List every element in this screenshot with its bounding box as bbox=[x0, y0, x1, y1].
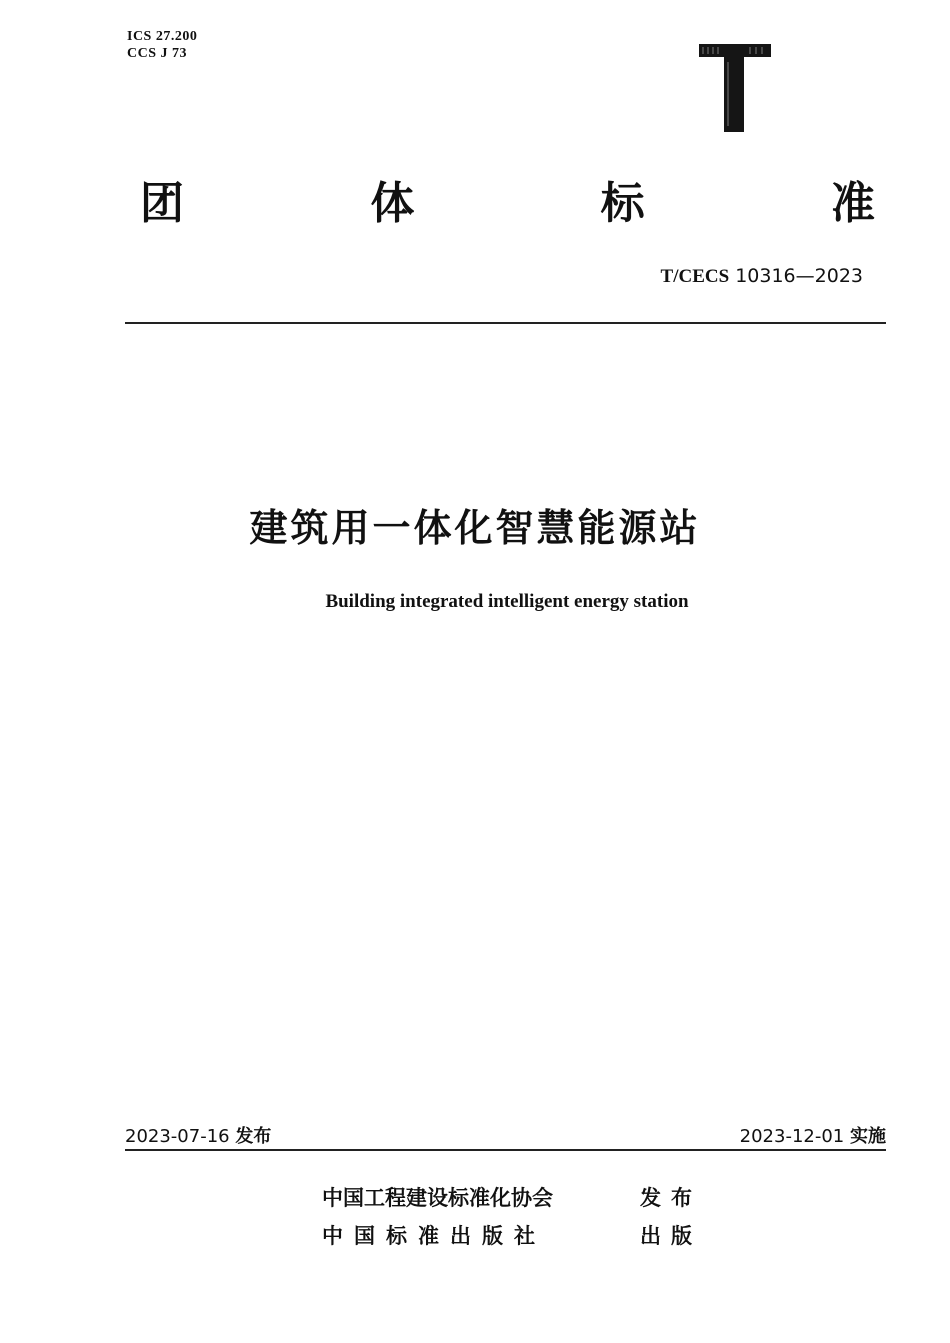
standard-type-heading bbox=[140, 176, 875, 232]
issuer-block bbox=[322, 1178, 702, 1254]
effective-date-label: 实施 bbox=[850, 1126, 886, 1147]
publish-date bbox=[125, 1122, 271, 1148]
standard-type-char: 标 bbox=[600, 178, 645, 229]
standard-t-logo-icon bbox=[695, 42, 773, 134]
effective-date-value: 2023-12-01 bbox=[739, 1126, 845, 1147]
issuer-org: 中国工程建设标准化协会 bbox=[322, 1186, 553, 1210]
issuer-role: 出版 bbox=[640, 1224, 702, 1248]
standard-type-char: 准 bbox=[830, 178, 875, 229]
standard-number bbox=[661, 265, 863, 288]
classification-codes bbox=[127, 28, 197, 62]
issuer-row bbox=[322, 1178, 702, 1216]
publish-date-label: 发布 bbox=[235, 1126, 272, 1147]
standard-type-char: 体 bbox=[370, 178, 415, 229]
document-title-cn: 建筑用一体化智慧能源站 bbox=[249, 506, 701, 550]
header-divider bbox=[125, 322, 886, 324]
issuer-role: 发布 bbox=[640, 1186, 702, 1210]
publish-date-value: 2023-07-16 bbox=[125, 1126, 230, 1147]
ics-code: ICS 27.200 bbox=[127, 29, 198, 44]
effective-date bbox=[740, 1122, 886, 1148]
standard-type-char: 团 bbox=[140, 178, 184, 229]
standard-number-value: 10316—2023 bbox=[735, 265, 863, 287]
standard-number-prefix: T/CECS bbox=[660, 266, 730, 287]
document-title-en: Building integrated intelligent energy station bbox=[325, 591, 689, 612]
ccs-code: CCS J 73 bbox=[127, 46, 188, 61]
footer-divider bbox=[125, 1149, 886, 1151]
issuer-org: 中国标准出版社 bbox=[322, 1224, 546, 1248]
issuer-row bbox=[322, 1216, 702, 1254]
